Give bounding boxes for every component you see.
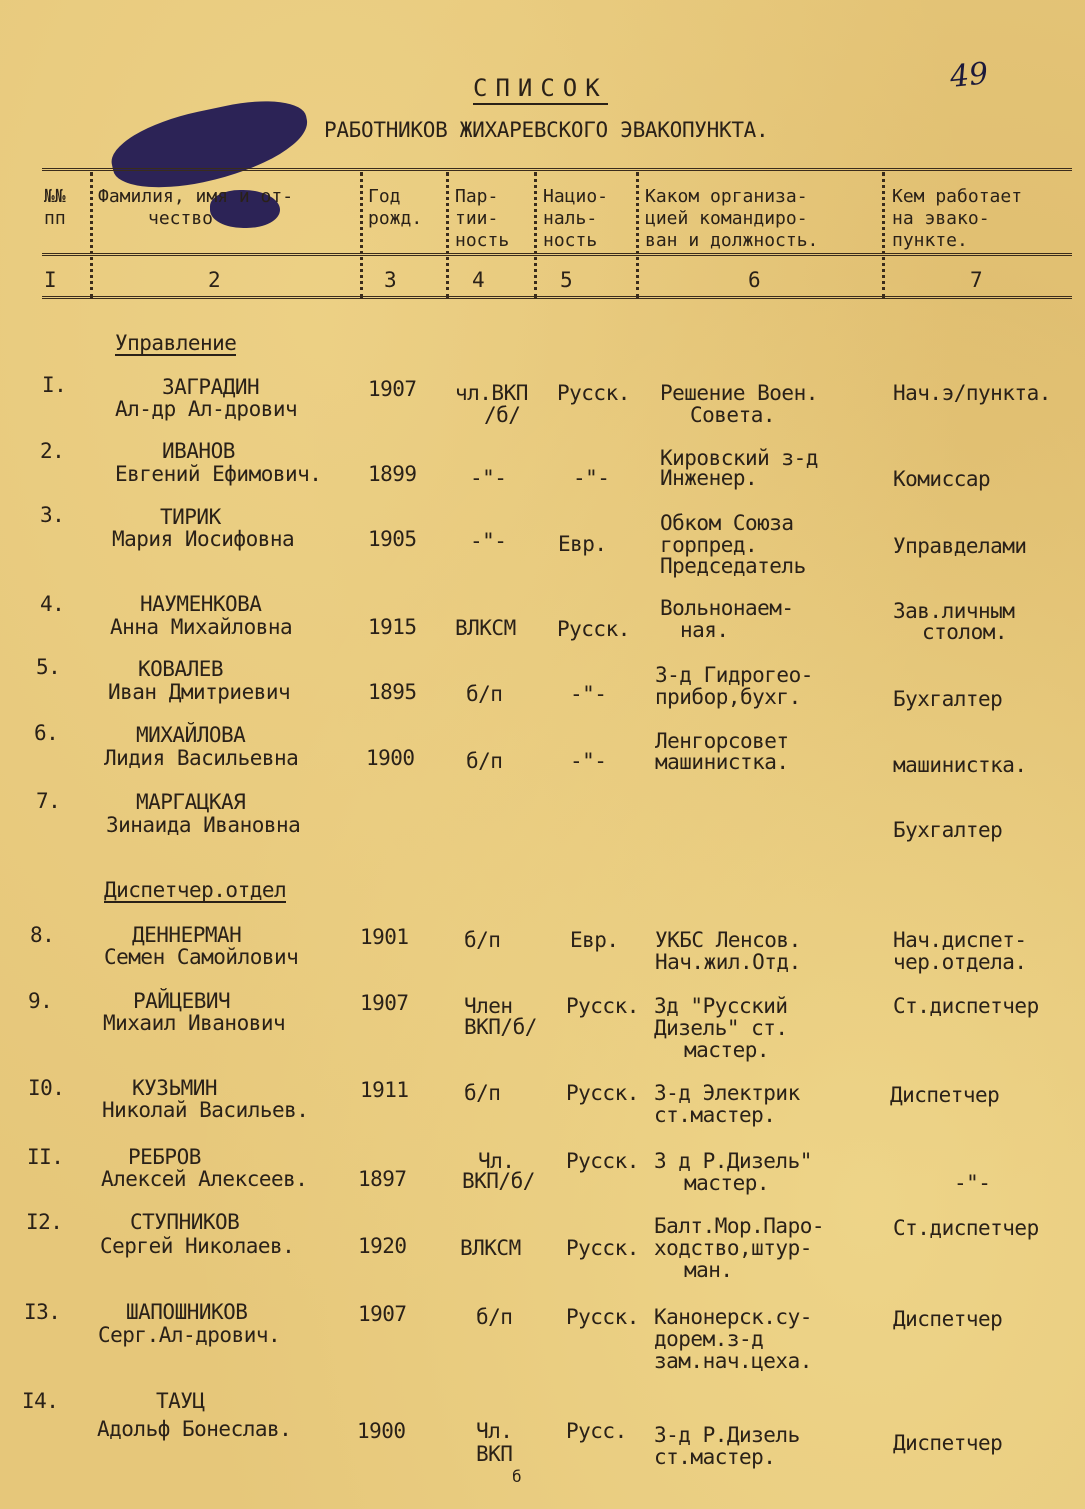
nationality: Русск. bbox=[557, 617, 630, 641]
surname: ЗАГРАДИН bbox=[162, 375, 260, 399]
row-number: I. bbox=[42, 373, 67, 397]
surname: КОВАЛЕВ bbox=[138, 657, 224, 681]
given-name: Анна Михайловна bbox=[110, 615, 293, 639]
organization: ходство,штур- bbox=[654, 1236, 812, 1260]
birth-year: 1907 bbox=[368, 377, 417, 401]
given-name: Серг.Ал-дрович. bbox=[98, 1323, 281, 1347]
organization: Решение Воен. bbox=[660, 381, 818, 405]
birth-year: 1895 bbox=[368, 680, 417, 704]
document-subtitle: РАБОТНИКОВ ЖИХАРЕВСКОГО ЭВАКОПУНКТА. bbox=[324, 118, 769, 142]
organization: Дизель" ст. bbox=[654, 1016, 788, 1040]
given-name: Ал-др Ал-дрович bbox=[115, 397, 298, 421]
role: Нач.диспет- bbox=[893, 928, 1027, 952]
birth-year: 1915 bbox=[368, 615, 417, 639]
given-name: Семен Самойлович bbox=[104, 945, 299, 969]
nationality: Русск. bbox=[557, 381, 630, 405]
role: Ст.диспетчер bbox=[893, 994, 1039, 1018]
organization: З-д Р.Дизель bbox=[654, 1423, 800, 1447]
header-col-4: Пар- тии- ность bbox=[455, 186, 510, 251]
role: Диспетчер bbox=[893, 1431, 1003, 1455]
organization: З-д Гидрогео- bbox=[655, 663, 813, 687]
organization: Канонерск.су- bbox=[654, 1305, 812, 1329]
organization: мастер. bbox=[684, 1171, 770, 1195]
birth-year: 1920 bbox=[358, 1234, 407, 1258]
role: Зав.личным bbox=[893, 599, 1015, 623]
surname: ТИРИК bbox=[160, 505, 221, 529]
birth-year: 1907 bbox=[360, 991, 409, 1015]
organization: З-д Электрик bbox=[654, 1081, 800, 1105]
nationality: Русск. bbox=[566, 994, 639, 1018]
given-name: Николай Васильев. bbox=[102, 1098, 309, 1122]
row-number: 8. bbox=[30, 923, 55, 947]
given-name: Мария Иосифовна bbox=[112, 527, 295, 551]
given-name: Зинаида Ивановна bbox=[106, 813, 301, 837]
surname: ТАУЦ bbox=[156, 1389, 205, 1413]
party: б/п bbox=[466, 682, 503, 706]
row-number: 9. bbox=[28, 989, 53, 1013]
surname: ИВАНОВ bbox=[162, 439, 235, 463]
organization: УКБС Ленсов. bbox=[655, 928, 801, 952]
header-col-6: Каком организа- цией командиро- ван и должность. bbox=[645, 186, 819, 251]
header-col-1: №№ пп bbox=[44, 186, 66, 229]
surname: СТУПНИКОВ bbox=[130, 1210, 240, 1234]
role: Управделами bbox=[893, 534, 1027, 558]
column-number: 3 bbox=[384, 268, 397, 292]
column-number: I bbox=[44, 268, 57, 292]
document-title: СПИСОК bbox=[473, 74, 608, 105]
column-divider bbox=[446, 172, 449, 298]
role: Бухгалтер bbox=[893, 818, 1003, 842]
given-name: Лидия Васильевна bbox=[104, 746, 299, 770]
organization: ст.мастер. bbox=[654, 1445, 776, 1469]
row-number: I4. bbox=[22, 1389, 59, 1413]
organization: машинистка. bbox=[655, 750, 789, 774]
header-top-rule bbox=[42, 168, 1072, 171]
birth-year: 1900 bbox=[366, 746, 415, 770]
column-divider bbox=[636, 172, 639, 298]
organization: мастер. bbox=[684, 1038, 770, 1062]
nationality: Евр. bbox=[570, 928, 619, 952]
party: ВЛКСМ bbox=[455, 616, 516, 640]
organization: прибор,бухг. bbox=[655, 685, 801, 709]
organization: Ленгорсовет bbox=[655, 729, 789, 753]
role: машинистка. bbox=[893, 753, 1027, 777]
section-title: Управление bbox=[115, 331, 237, 355]
nationality: -"- bbox=[573, 466, 610, 490]
nationality: Русс. bbox=[566, 1419, 627, 1443]
header-mid-rule bbox=[42, 253, 1072, 256]
given-name: Алексей Алексеев. bbox=[101, 1167, 308, 1191]
party: Член bbox=[464, 994, 513, 1018]
row-number: I2. bbox=[26, 1210, 63, 1234]
organization: Кировский з-д bbox=[660, 446, 818, 470]
row-number: 5. bbox=[36, 655, 61, 679]
birth-year: 1899 bbox=[368, 462, 417, 486]
surname: НАУМЕНКОВА bbox=[140, 592, 262, 616]
ink-blot bbox=[105, 90, 315, 200]
nationality: -"- bbox=[570, 682, 607, 706]
given-name: Иван Дмитриевич bbox=[108, 680, 291, 704]
nationality: Русск. bbox=[566, 1305, 639, 1329]
party: чл.ВКП bbox=[455, 381, 528, 405]
organization: ная. bbox=[680, 618, 729, 642]
organization: зам.нач.цеха. bbox=[654, 1349, 812, 1373]
section-title: Диспетчер.отдел bbox=[104, 878, 287, 902]
birth-year: 1911 bbox=[360, 1078, 409, 1102]
organization: дорем.з-д bbox=[654, 1327, 764, 1351]
organization: Обком Союза bbox=[660, 511, 794, 535]
row-number: I3. bbox=[24, 1300, 61, 1324]
organization: Нач.жил.Отд. bbox=[655, 950, 801, 974]
row-number: II. bbox=[27, 1145, 64, 1169]
header-col-2: Фамилия, имя и от- чество bbox=[98, 186, 294, 229]
row-number: 4. bbox=[40, 592, 65, 616]
column-divider bbox=[360, 172, 363, 298]
surname: КУЗЬМИН bbox=[132, 1076, 218, 1100]
birth-year: 1897 bbox=[358, 1167, 407, 1191]
organization: ман. bbox=[684, 1258, 733, 1282]
organization: Зд "Русский bbox=[654, 994, 788, 1018]
birth-year: 1905 bbox=[368, 527, 417, 551]
column-divider bbox=[534, 172, 537, 298]
organization: Балт.Мор.Паро- bbox=[654, 1214, 825, 1238]
nationality: Евр. bbox=[558, 532, 607, 556]
header-col-7: Кем работает на эвако- пункте. bbox=[892, 186, 1023, 251]
row-number: 2. bbox=[40, 439, 65, 463]
role: -"- bbox=[954, 1171, 991, 1195]
party: ВЛКСМ bbox=[460, 1236, 521, 1260]
party: ВКП bbox=[476, 1442, 513, 1466]
party: б/п bbox=[464, 1081, 501, 1105]
column-number: 4 bbox=[472, 268, 485, 292]
header-bottom-rule bbox=[42, 296, 1072, 299]
column-number: 5 bbox=[560, 268, 573, 292]
role: Комиссар bbox=[893, 467, 991, 491]
given-name: Сергей Николаев. bbox=[100, 1234, 295, 1258]
column-divider bbox=[90, 172, 93, 298]
organization: ст.мастер. bbox=[654, 1103, 776, 1127]
organization: Председатель bbox=[660, 554, 806, 578]
party: б/п bbox=[466, 749, 503, 773]
nationality: Русск. bbox=[566, 1236, 639, 1260]
party: б/п bbox=[464, 928, 501, 952]
row-number: 6. bbox=[34, 721, 59, 745]
party: Чл. bbox=[478, 1149, 515, 1173]
surname: РЕБРОВ bbox=[128, 1145, 201, 1169]
column-number: 2 bbox=[208, 268, 221, 292]
party: ВКП/б/ bbox=[464, 1015, 537, 1039]
column-number: 6 bbox=[748, 268, 761, 292]
organization: З д Р.Дизель" bbox=[654, 1149, 812, 1173]
organization: горпред. bbox=[660, 533, 758, 557]
role: чер.отдела. bbox=[893, 950, 1027, 974]
role: Диспетчер bbox=[890, 1083, 1000, 1107]
header-col-5: Нацио- наль- ность bbox=[543, 186, 609, 251]
party: -"- bbox=[470, 529, 507, 553]
surname: ДЕННЕРМАН bbox=[132, 923, 242, 947]
column-number: 7 bbox=[970, 268, 983, 292]
handwritten-page-number: 49 bbox=[948, 56, 990, 95]
nationality: Русск. bbox=[566, 1081, 639, 1105]
birth-year: 1901 bbox=[360, 925, 409, 949]
nationality: Русск. bbox=[566, 1149, 639, 1173]
surname: РАЙЦЕВИЧ bbox=[133, 989, 231, 1013]
role: Нач.э/пункта. bbox=[893, 381, 1051, 405]
given-name: Евгений Ефимович. bbox=[115, 462, 322, 486]
birth-year: 1900 bbox=[357, 1419, 406, 1443]
surname: ШАПОШНИКОВ bbox=[126, 1300, 248, 1324]
given-name: Михаил Иванович bbox=[103, 1011, 286, 1035]
organization: Совета. bbox=[690, 403, 776, 427]
nationality: -"- bbox=[570, 749, 607, 773]
header-col-3: Год рожд. bbox=[368, 186, 423, 229]
surname: МАРГАЦКАЯ bbox=[136, 790, 246, 814]
party: Чл. bbox=[476, 1419, 513, 1443]
party: /б/ bbox=[484, 403, 521, 427]
party: б/п bbox=[476, 1305, 513, 1329]
organization: Инженер. bbox=[660, 466, 758, 490]
surname: МИХАЙЛОВА bbox=[136, 723, 246, 747]
column-divider bbox=[882, 172, 885, 298]
birth-year: 1907 bbox=[358, 1302, 407, 1326]
role: Бухгалтер bbox=[893, 687, 1003, 711]
party: -"- bbox=[470, 466, 507, 490]
party: б bbox=[512, 1467, 522, 1486]
role: столом. bbox=[922, 620, 1008, 644]
row-number: 7. bbox=[36, 789, 61, 813]
row-number: I0. bbox=[28, 1076, 65, 1100]
organization: Вольнонаем- bbox=[660, 596, 794, 620]
role: Диспетчер bbox=[893, 1307, 1003, 1331]
party: ВКП/б/ bbox=[462, 1169, 535, 1193]
role: Ст.диспетчер bbox=[893, 1216, 1039, 1240]
given-name: Адольф Бонеслав. bbox=[97, 1417, 292, 1441]
row-number: 3. bbox=[40, 503, 65, 527]
